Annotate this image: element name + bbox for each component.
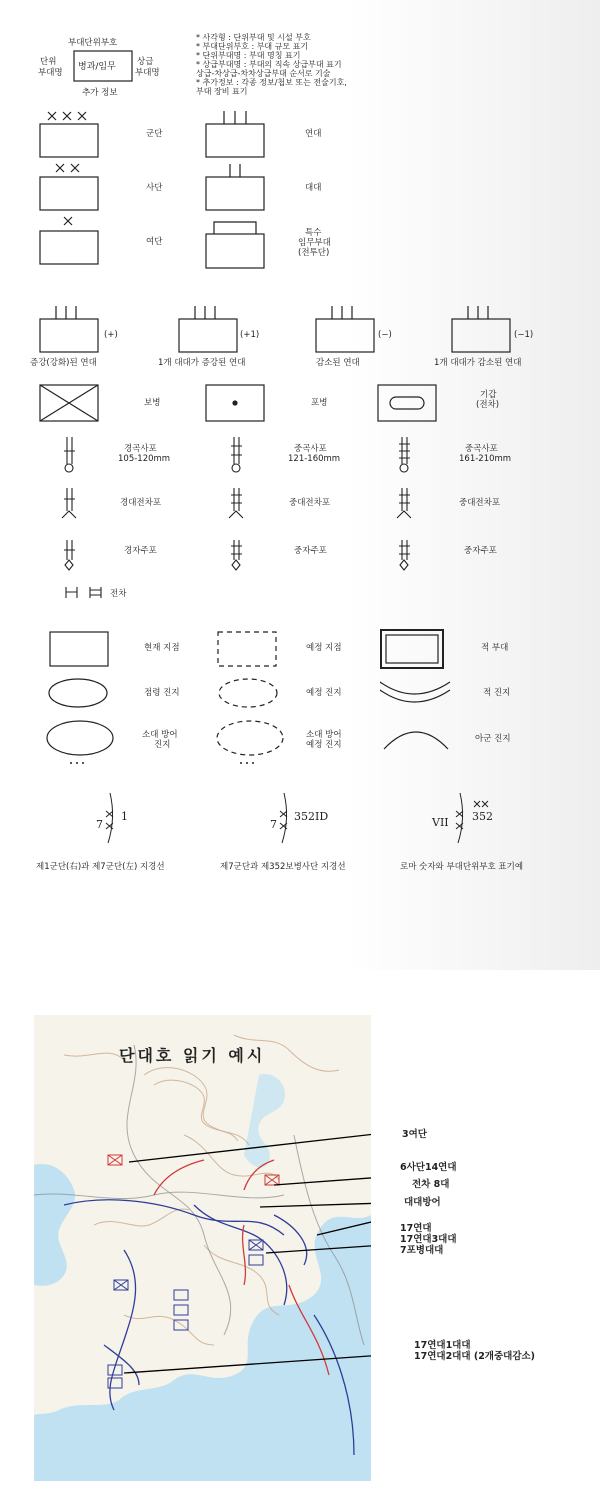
battalion-symbol [206, 177, 264, 210]
brigade-symbol [40, 231, 98, 264]
friendly-position-label: 아군 진지 [475, 734, 511, 744]
heavy-howitzer-symbol [399, 437, 410, 472]
callout-label: 대대방어 [404, 1197, 441, 1208]
unit-symbol-title: 부대단위부호 [68, 38, 118, 48]
boundary-roman: VII [432, 816, 449, 829]
note-item: * 상급부대명 : 부대의 직속 상급부대 표기 [196, 60, 342, 69]
callout-label: 17연대 [400, 1223, 432, 1234]
note-item: 부대 장비 표기 [196, 87, 248, 96]
boundary-caption: 로마 숫자와 부대단위부호 표기예 [400, 862, 524, 872]
unit-name-label-1: 단위 [40, 57, 57, 67]
enemy-unit-symbol [381, 630, 443, 668]
modifier-caption: 1개 대대가 감소된 연대 [434, 358, 522, 368]
special-task-symbol [206, 234, 264, 268]
division-label: 사단 [146, 183, 163, 193]
medium-howitzer-label-2: 121-160mm [288, 454, 341, 464]
armor-label-1: 기갑 [480, 390, 497, 400]
boundary-right-number: 352 [472, 810, 493, 823]
heavy-howitzer-label-1: 중곡사포 [465, 444, 498, 454]
medium-sp-symbol-2 [399, 540, 410, 570]
current-point-symbol [50, 632, 108, 666]
modifier-caption: 감소된 연대 [316, 358, 360, 368]
medium-at-label-2: 중대전차포 [459, 498, 501, 508]
boundary-1 [106, 793, 113, 843]
enemy-unit-label: 적 부대 [481, 643, 509, 653]
infantry-label: 보병 [144, 398, 161, 408]
boundary-left-number: 7 [270, 818, 277, 831]
callout-label: 17연대2대대 (2개중대감소) [414, 1351, 536, 1362]
boundary-caption: 제7군단과 제352보병사단 지경선 [220, 862, 346, 872]
boundary-2 [280, 793, 287, 843]
callout-label: 17연대3대대 [400, 1234, 457, 1245]
platoon-defense-label-1: 소대 방어 [142, 730, 178, 740]
platoon-planned-label-1: 소대 방어 [306, 730, 342, 740]
light-howitzer-symbol [64, 437, 75, 472]
occupied-position-label: 점령 진지 [144, 688, 180, 698]
note-item: * 추가정보 : 각종 정보/첩보 또는 전술기호, [196, 78, 347, 87]
modifier-caption: 증강(강화)된 연대 [30, 358, 97, 368]
artillery-label: 포병 [311, 398, 328, 408]
tank-symbols [66, 587, 101, 598]
medium-at-symbol-1 [229, 488, 243, 518]
regiment-symbol [206, 124, 264, 157]
additional-info-label: 추가 정보 [82, 88, 118, 98]
land-mass [34, 1015, 371, 1415]
enemy-position-symbol [380, 682, 450, 702]
division-symbol [40, 177, 98, 210]
example-map [34, 1015, 371, 1481]
friendly-position-symbol [384, 732, 448, 749]
unit-name-label-2: 부대명 [38, 68, 63, 78]
planned-point-label: 예정 지점 [306, 643, 342, 653]
occupied-position-symbol [49, 679, 107, 707]
light-howitzer-label-2: 105-120mm [118, 454, 171, 464]
light-at-symbol [62, 488, 76, 518]
light-sp-symbol [64, 540, 75, 570]
modifier-caption: 1개 대대가 증강된 연대 [158, 358, 246, 368]
armor-symbol [378, 385, 436, 421]
branch-mission-label: 병과/임무 [78, 62, 116, 72]
corps-symbol [40, 124, 98, 157]
planned-position-symbol [219, 679, 277, 707]
callout-label: 7포병대대 [400, 1245, 444, 1256]
corps-label: 군단 [146, 129, 163, 139]
medium-sp-label-1: 중자주포 [294, 546, 327, 556]
current-point-label: 현재 지점 [144, 643, 180, 653]
special-label-1: 특수 [305, 228, 322, 238]
armor-label-2: (전차) [476, 400, 500, 410]
battalion-label: 대대 [305, 183, 322, 193]
corps-xxx [48, 112, 86, 120]
brigade-x [64, 217, 72, 225]
legend-symbols [34, 0, 600, 970]
map-graphic [34, 1015, 371, 1481]
boundary-left-number: 7 [96, 818, 103, 831]
special-label-2: 임무부대 [298, 238, 331, 248]
callout-label: 전차 8대 [412, 1179, 450, 1190]
medium-sp-label-2: 중자주포 [464, 546, 497, 556]
modifier-mark: (−1) [514, 330, 534, 340]
modifier-mark: (−) [378, 330, 392, 340]
regiment-label: 연대 [305, 129, 322, 139]
modifier-mark: (+1) [240, 330, 260, 340]
heavy-howitzer-label-2: 161-210mm [459, 454, 512, 464]
special-label-3: (전투단) [298, 248, 330, 258]
callout-label: 17연대1대대 [414, 1340, 471, 1351]
platoon-defense-label-2: 진지 [154, 740, 171, 750]
medium-howitzer-symbol [231, 437, 242, 472]
boundary-3 [456, 793, 463, 843]
medium-at-label-1: 중대전차포 [289, 498, 331, 508]
note-item: * 부대단위부호 : 부대 규모 표기 [196, 42, 309, 51]
light-at-label: 경대전차포 [120, 498, 162, 508]
platoon-planned-label-2: 예정 진지 [306, 740, 342, 750]
legend-sheet [30, 0, 600, 970]
tank-label: 전차 [110, 589, 127, 599]
notes-list [196, 33, 347, 96]
medium-sp-symbol-1 [231, 540, 242, 570]
division-xx [56, 164, 79, 172]
note-item: * 사각형 : 단위부대 및 시설 부호 [196, 33, 311, 42]
note-item: 상급-차상급-차차상급부대 순서로 기술 [196, 69, 331, 78]
planned-position-label: 예정 진지 [306, 688, 342, 698]
higher-unit-label-1: 상급 [137, 57, 154, 67]
note-item: * 단위부대명 : 부대 명칭 표기 [196, 51, 301, 60]
planned-point-symbol [218, 632, 276, 666]
light-howitzer-label-1: 경곡사포 [124, 444, 157, 454]
higher-unit-label-2: 부대명 [135, 68, 160, 78]
boundary-right-number: 352ID [294, 810, 329, 823]
map-title: 단대호 읽기 예시 [119, 1046, 266, 1065]
modifier-mark: (+) [104, 330, 118, 340]
light-sp-label: 경자주포 [124, 546, 157, 556]
platoon-planned-symbol [217, 721, 283, 755]
enemy-position-label: 적 진지 [483, 688, 511, 698]
boundary-caption: 제1군단(右)과 제7군단(左) 지경선 [36, 862, 165, 872]
medium-howitzer-label-1: 중곡사포 [294, 444, 327, 454]
platoon-defense-symbol [47, 721, 113, 755]
brigade-label: 여단 [146, 237, 163, 247]
callout-label: 6사단14연대 [400, 1162, 457, 1173]
medium-at-symbol-2 [397, 488, 411, 518]
callout-label: 3여단 [402, 1129, 427, 1140]
boundary-right-number: 1 [121, 810, 128, 823]
